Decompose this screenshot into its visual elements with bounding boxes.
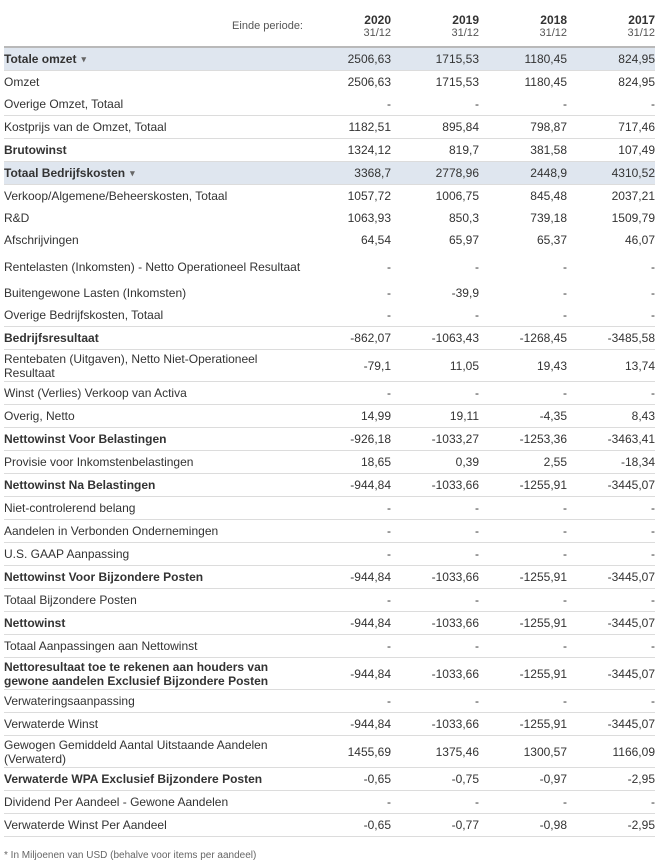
value-cell: -1033,66 (391, 566, 479, 589)
value-cell: 13,74 (567, 350, 655, 382)
row-label-cell (4, 768, 303, 791)
value-cell: - (303, 635, 391, 658)
value-cell: 4310,52 (567, 162, 655, 185)
value-cell: 46,07 (624, 233, 655, 247)
column-date: 31/12 (627, 26, 655, 39)
value-cell: 824,95 (567, 47, 655, 71)
row-label-cell (4, 139, 303, 162)
row-label-cell (4, 474, 303, 497)
value-cell: -3445,07 (567, 474, 655, 497)
row-label-cell (4, 93, 303, 116)
row-label: Overige Omzet, Totaal (4, 97, 124, 111)
column-year: 2019 (452, 12, 479, 27)
value-cell: -1255,91 (479, 713, 567, 736)
value-cell: 1509,79 (611, 211, 655, 225)
row-label: Niet-controlerend belang (4, 501, 136, 515)
row-label: Gewogen Gemiddeld Aantal Uitstaande Aandelen (Verwaterd) (4, 737, 268, 766)
table-row (4, 282, 655, 304)
table-row (4, 713, 655, 736)
value-cell: 1375,46 (391, 736, 479, 768)
row-label-cell (4, 520, 303, 543)
column-year: 2020 (364, 12, 391, 27)
value-cell: 107,49 (567, 139, 655, 162)
row-label: Aandelen in Verbonden Ondernemingen (4, 524, 219, 538)
value-cell: - (475, 259, 479, 274)
value-cell: - (391, 543, 479, 566)
row-label-cell (4, 635, 303, 658)
table-header-row (4, 6, 655, 47)
row-label-cell (4, 589, 303, 612)
value-cell: -3463,41 (567, 428, 655, 451)
row-label: Brutowinst (4, 143, 67, 157)
row-label: Nettowinst Voor Bijzondere Posten (4, 570, 204, 584)
value-cell: -1033,66 (391, 474, 479, 497)
table-row (4, 814, 655, 837)
column-year: 2017 (628, 12, 655, 27)
row-label: Nettoresultaat toe te rekenen aan houders van gewone aandelen Exclusief Bijzondere Posten (4, 659, 269, 688)
value-cell: - (391, 382, 479, 405)
value-cell: -1033,66 (391, 658, 479, 690)
row-label-cell[interactable] (4, 47, 303, 71)
row-label-cell[interactable] (4, 162, 303, 185)
value-cell: - (479, 791, 567, 814)
value-cell: -0,97 (479, 768, 567, 791)
value-cell: - (567, 589, 655, 612)
value-cell: - (567, 497, 655, 520)
value-cell: -1033,66 (391, 713, 479, 736)
row-label-cell (4, 612, 303, 635)
row-label: Totale omzet (4, 52, 77, 66)
table-row (4, 658, 655, 690)
row-label: Totaal Aanpassingen aan Nettowinst (4, 639, 198, 653)
value-cell: 1057,72 (347, 189, 391, 203)
chevron-down-icon[interactable]: ▾ (81, 54, 86, 64)
row-label: Afschrijvingen (4, 233, 79, 247)
value-cell: 2506,63 (303, 47, 391, 71)
value-cell: - (303, 690, 391, 713)
value-cell: 2448,9 (479, 162, 567, 185)
value-cell: - (479, 520, 567, 543)
table-row (4, 304, 655, 327)
value-cell: - (391, 93, 479, 116)
row-label-cell (4, 543, 303, 566)
row-label-cell (4, 207, 303, 229)
table-row (4, 139, 655, 162)
value-cell: 1455,69 (303, 736, 391, 768)
value-cell: 2,55 (479, 451, 567, 474)
value-cell: -862,07 (303, 327, 391, 350)
row-label-cell (4, 791, 303, 814)
value-cell: 1715,53 (435, 75, 479, 89)
value-cell: - (303, 791, 391, 814)
value-cell: - (479, 635, 567, 658)
value-cell: -1255,91 (479, 612, 567, 635)
column-header-2017 (567, 6, 655, 47)
value-cell: -0,98 (479, 814, 567, 837)
value-cell: 845,48 (530, 189, 567, 203)
value-cell: - (303, 520, 391, 543)
value-cell: - (391, 791, 479, 814)
row-label: R&D (4, 211, 30, 225)
value-cell: -1253,36 (479, 428, 567, 451)
value-cell: - (563, 259, 567, 274)
table-row (4, 71, 655, 94)
table-row (4, 736, 655, 768)
value-cell: - (567, 543, 655, 566)
value-cell: - (391, 497, 479, 520)
row-label: Totaal Bedrijfskosten (4, 166, 126, 180)
value-cell: 1063,93 (347, 211, 391, 225)
value-cell: -3485,58 (567, 327, 655, 350)
row-label: Winst (Verlies) Verkoop van Activa (4, 386, 187, 400)
value-cell: - (651, 259, 655, 274)
value-cell: -944,84 (303, 713, 391, 736)
value-cell: -944,84 (303, 658, 391, 690)
table-row (4, 207, 655, 229)
value-cell: - (303, 543, 391, 566)
value-cell: - (479, 304, 567, 327)
table-row (4, 497, 655, 520)
value-cell: -2,95 (567, 814, 655, 837)
value-cell: - (303, 93, 391, 116)
value-cell: -4,35 (479, 405, 567, 428)
value-cell: -1255,91 (479, 474, 567, 497)
value-cell: -1063,43 (391, 327, 479, 350)
income-statement-table (4, 6, 655, 837)
value-cell: -3445,07 (567, 566, 655, 589)
row-label-cell (4, 405, 303, 428)
row-label: Rentebaten (Uitgaven), Netto Niet-Operationeel Resultaat (4, 351, 258, 380)
row-label-cell (4, 185, 303, 208)
row-label: Rentelasten (Inkomsten) - Netto Operationeel Resultaat (4, 259, 301, 274)
table-row (4, 327, 655, 350)
column-header-2019 (391, 6, 479, 47)
row-label: Buitengewone Lasten (Inkomsten) (4, 286, 187, 300)
value-cell: -944,84 (303, 612, 391, 635)
table-row (4, 474, 655, 497)
table-row (4, 589, 655, 612)
row-label: Nettowinst Na Belastingen (4, 478, 156, 492)
value-cell: 1180,45 (524, 75, 567, 89)
table-row (4, 251, 655, 282)
value-cell: 2778,96 (391, 162, 479, 185)
value-cell: -944,84 (303, 566, 391, 589)
row-label: Bedrijfsresultaat (4, 331, 99, 345)
row-label-cell (4, 382, 303, 405)
value-cell: - (303, 589, 391, 612)
value-cell: - (303, 382, 391, 405)
value-cell: 1324,12 (303, 139, 391, 162)
column-header-2018 (479, 6, 567, 47)
value-cell: - (567, 635, 655, 658)
table-row (4, 229, 655, 251)
column-date: 31/12 (363, 26, 391, 39)
value-cell: -1255,91 (479, 566, 567, 589)
footnote: * In Miljoenen van USD (behalve voor items per aandeel) (4, 850, 257, 861)
value-cell: -926,18 (303, 428, 391, 451)
value-cell: 381,58 (479, 139, 567, 162)
value-cell: - (391, 520, 479, 543)
row-label: Verkoop/Algemene/Beheerskosten, Totaal (4, 189, 228, 203)
row-label: Overig, Netto (4, 409, 75, 423)
value-cell: -0,65 (303, 768, 391, 791)
row-label: Verwaterde Winst Per Aandeel (4, 818, 167, 832)
chevron-down-icon[interactable]: ▾ (130, 168, 135, 178)
value-cell: - (563, 286, 567, 300)
row-label-cell (4, 814, 303, 837)
value-cell: - (391, 635, 479, 658)
table-row (4, 612, 655, 635)
value-cell: - (567, 791, 655, 814)
value-cell: - (651, 286, 655, 300)
column-date: 31/12 (539, 26, 567, 39)
value-cell: -1255,91 (479, 658, 567, 690)
value-cell: -3445,07 (567, 612, 655, 635)
row-label-cell (4, 428, 303, 451)
value-cell: - (391, 304, 479, 327)
value-cell: -0,65 (303, 814, 391, 837)
table-row (4, 635, 655, 658)
table-row (4, 382, 655, 405)
row-label-cell (4, 690, 303, 713)
value-cell: 739,18 (530, 211, 567, 225)
value-cell: -1268,45 (479, 327, 567, 350)
value-cell: 2037,21 (611, 189, 655, 203)
row-label-cell (4, 713, 303, 736)
column-date: 31/12 (451, 26, 479, 39)
row-label-cell (4, 327, 303, 350)
value-cell: 14,99 (303, 405, 391, 428)
value-cell: 819,7 (391, 139, 479, 162)
value-cell: 1300,57 (479, 736, 567, 768)
row-label-cell (4, 451, 303, 474)
value-cell: 65,97 (448, 233, 479, 247)
row-label-cell (4, 658, 303, 690)
value-cell: -944,84 (303, 474, 391, 497)
value-cell: - (479, 93, 567, 116)
value-cell: - (303, 304, 391, 327)
column-year: 2018 (540, 12, 567, 27)
value-cell: 1166,09 (567, 736, 655, 768)
value-cell: 1006,75 (435, 189, 479, 203)
row-label: Dividend Per Aandeel - Gewone Aandelen (4, 795, 229, 809)
row-label: Verwaterde Winst (4, 717, 99, 731)
table-row (4, 116, 655, 139)
table-row (4, 185, 655, 208)
row-label-cell (4, 229, 303, 251)
value-cell: 64,54 (360, 233, 391, 247)
value-cell: - (567, 304, 655, 327)
table-body (4, 47, 655, 837)
value-cell: - (391, 589, 479, 612)
row-label-cell (4, 566, 303, 589)
row-label-cell (4, 251, 303, 282)
value-cell: - (303, 497, 391, 520)
value-cell: -1033,27 (391, 428, 479, 451)
row-label: Nettowinst (4, 616, 66, 630)
value-cell: 895,84 (391, 116, 479, 139)
table-row (4, 520, 655, 543)
row-label-cell (4, 304, 303, 327)
row-label-cell (4, 350, 303, 382)
value-cell: 8,43 (567, 405, 655, 428)
table-row (4, 791, 655, 814)
value-cell: -18,34 (567, 451, 655, 474)
row-label: Nettowinst Voor Belastingen (4, 432, 167, 446)
value-cell: - (391, 690, 479, 713)
table-row[interactable] (4, 47, 655, 71)
value-cell: -0,77 (391, 814, 479, 837)
table-row (4, 405, 655, 428)
table-row (4, 690, 655, 713)
value-cell: - (567, 93, 655, 116)
table-row (4, 451, 655, 474)
value-cell: 11,05 (391, 350, 479, 382)
table-row[interactable] (4, 162, 655, 185)
value-cell: -79,1 (303, 350, 391, 382)
value-cell: - (387, 286, 391, 300)
value-cell: -3445,07 (567, 713, 655, 736)
value-cell: - (479, 589, 567, 612)
table-row (4, 543, 655, 566)
period-label: Einde periode: (4, 6, 303, 47)
value-cell: -0,75 (391, 768, 479, 791)
value-cell: 0,39 (391, 451, 479, 474)
value-cell: 1715,53 (391, 47, 479, 71)
row-label: Kostprijs van de Omzet, Totaal (4, 120, 167, 134)
table-row (4, 566, 655, 589)
row-label: Verwateringsaanpassing (4, 694, 135, 708)
row-label-cell (4, 116, 303, 139)
value-cell: - (479, 497, 567, 520)
value-cell: - (479, 690, 567, 713)
value-cell: - (567, 382, 655, 405)
row-label-cell (4, 497, 303, 520)
value-cell: 2506,63 (347, 75, 391, 89)
table-row (4, 768, 655, 791)
table-row (4, 93, 655, 116)
row-label-cell (4, 736, 303, 768)
row-label: Verwaterde WPA Exclusief Bijzondere Posten (4, 772, 263, 786)
value-cell: 65,37 (536, 233, 567, 247)
value-cell: -3445,07 (567, 658, 655, 690)
value-cell: - (567, 520, 655, 543)
value-cell: 3368,7 (303, 162, 391, 185)
value-cell: 798,87 (479, 116, 567, 139)
value-cell: - (479, 382, 567, 405)
value-cell: 824,95 (618, 75, 655, 89)
value-cell: 1182,51 (303, 116, 391, 139)
value-cell: -1033,66 (391, 612, 479, 635)
value-cell: 850,3 (448, 211, 479, 225)
table-row (4, 350, 655, 382)
row-label: Provisie voor Inkomstenbelastingen (4, 455, 194, 469)
value-cell: - (387, 259, 391, 274)
value-cell: - (479, 543, 567, 566)
value-cell: -39,9 (451, 286, 479, 300)
row-label-cell (4, 71, 303, 94)
value-cell: -2,95 (567, 768, 655, 791)
column-header-2020 (303, 6, 391, 47)
value-cell: 19,11 (391, 405, 479, 428)
row-label: Totaal Bijzondere Posten (4, 593, 137, 607)
value-cell: - (567, 690, 655, 713)
row-label: Omzet (4, 75, 40, 89)
row-label-cell (4, 282, 303, 304)
value-cell: 1180,45 (479, 47, 567, 71)
row-label: U.S. GAAP Aanpassing (4, 547, 130, 561)
value-cell: 18,65 (303, 451, 391, 474)
row-label: Overige Bedrijfskosten, Totaal (4, 308, 164, 322)
table-row (4, 428, 655, 451)
value-cell: 19,43 (479, 350, 567, 382)
value-cell: 717,46 (567, 116, 655, 139)
